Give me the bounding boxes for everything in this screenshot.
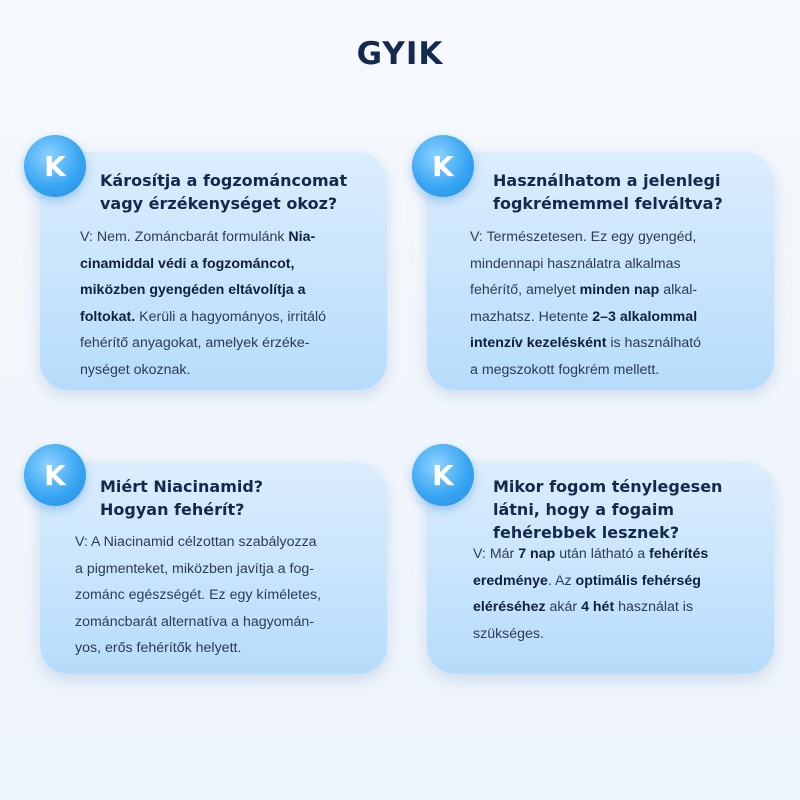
faq-answer-4: V: Már 7 nap után látható a fehérítés eredménye. Az optimális fehérség eléréséhez akár 4 hét használat is szükséges. [473,546,709,642]
k-badge-icon: K [412,135,474,197]
faq-question-3: Miért Niacinamid? Hogyan fehérít? [100,477,264,519]
k-badge-icon: K [24,444,86,506]
faq-answer-3: V: A Niacinamid célzottan szabályozza a pigmenteket, miközben javítja a fog- zománc egészségét. Ez egy kíméletes, zománcbarát alternatíva a hagyomán- yos, erős fehérítők helyett. [75,534,322,656]
faq-answer-1: V: Nem. Zománcbarát formulánk Nia- cinamiddal védi a fogzománcot, miközben gyengéden eltávolítja a foltokat. Kerüli a hagyományos, irritáló fehérítő anyagokat, amelyek érzéke- nységet okoznak. [80,229,327,378]
k-badge-icon: K [24,135,86,197]
faq-question-2: Használhatom a jelenlegi fogkrémemmel felváltva? [493,171,723,213]
k-badge-icon: K [412,444,474,506]
faq-question-1: Károsítja a fogzománcomat vagy érzékenységet okoz? [100,171,348,213]
page-title: GYIK [356,36,444,72]
faq-question-4: Mikor fogom ténylegesen látni, hogy a fogaim fehérebbek lesznek? [493,477,723,542]
faq-answer-2: V: Természetesen. Ez egy gyengéd, mindennapi használatra alkalmas fehérítő, amelyet minden nap alkal- mazhatsz. Hetente 2–3 alkalommal intenzív kezelésként is használható a megszokott fogkrém mellett. [470,229,702,378]
